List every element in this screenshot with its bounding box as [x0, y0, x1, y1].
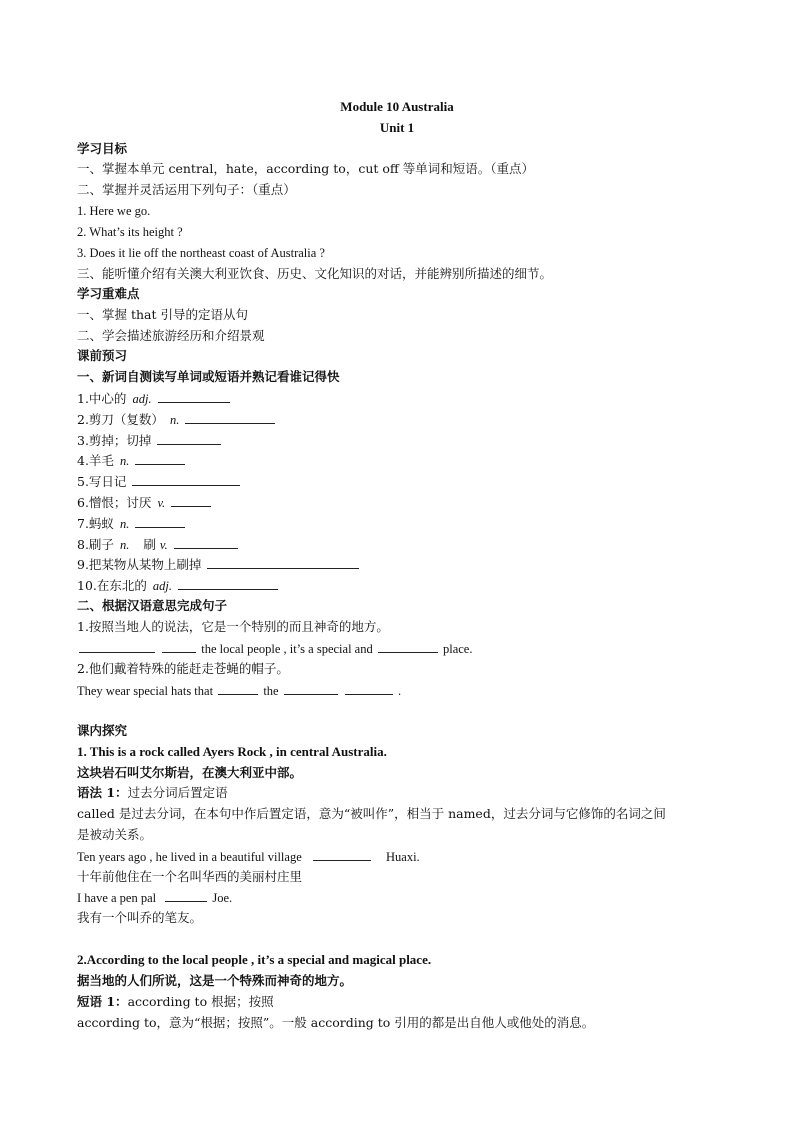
sentence-2-english: 2.According to the local people , it’s a special and magical place. [77, 952, 432, 967]
key-point-1: 一、掌握 that 引导的定语从句 [77, 307, 248, 322]
sentence-1-english: 1. This is a rock called Ayers Rock , in central Australia. [77, 744, 387, 759]
answer-blank[interactable] [174, 536, 238, 549]
example-1-chinese: 十年前他住在一个名叫华西的美丽村庄里 [77, 869, 303, 884]
vocab-item [77, 536, 240, 553]
phrase-text: according to 根据；按照 [127, 994, 274, 1009]
grammar-explanation-1: called 是过去分词，在本句中作后置定语，意为“被叫作”，相当于 named，过去分词与它修饰的名词之间 [77, 806, 666, 821]
vocab-chinese: 1.中心的 [77, 391, 127, 406]
vocab-item [77, 494, 213, 511]
part-of-speech: n. [119, 517, 130, 531]
sentence-1-chinese: 这块岩石叫艾尔斯岩，在澳大利亚中部。 [77, 765, 303, 780]
objective-sentence-3: 3. Does it lie off the northeast coast of Australia ? [77, 246, 325, 260]
vocab-chinese: 10.在东北的 [77, 578, 147, 593]
vocab-chinese: 4.羊毛 [77, 453, 114, 468]
example-1-text-a: Ten years ago , he lived in a beautiful village [77, 850, 302, 864]
q1-text-a: the local people , it’s a special and [201, 642, 373, 656]
answer-blank[interactable] [178, 577, 278, 590]
answer-blank[interactable] [284, 682, 338, 695]
answer-blank[interactable] [162, 640, 196, 653]
objective-item-2: 二、掌握并灵活运用下列句子：（重点） [77, 182, 296, 197]
answer-blank[interactable] [345, 682, 393, 695]
grammar-text: 过去分词后置定语 [127, 785, 228, 800]
answer-blank[interactable] [158, 390, 230, 403]
vocab-item [77, 515, 187, 532]
vocab-chinese: 7.蚂蚁 [77, 516, 114, 531]
grammar-label: 语法 1： [77, 785, 128, 800]
answer-blank[interactable] [157, 432, 221, 445]
vocab-item [77, 432, 223, 449]
example-1-text-b: Huaxi. [386, 850, 420, 864]
q2-text-a: They wear special hats that [77, 684, 214, 698]
grammar-explanation-2: 是被动关系。 [77, 827, 153, 842]
answer-blank[interactable] [135, 515, 185, 528]
unit-title: Unit 1 [379, 120, 415, 135]
part-of-speech: v. [159, 538, 168, 552]
objective-sentence-1: 1. Here we go. [77, 204, 151, 218]
part-of-speech: n. [119, 454, 130, 468]
phrase-label: 短语 1： [77, 994, 128, 1009]
answer-blank[interactable] [207, 556, 359, 569]
objective-item-1: 一、掌握本单元 central，hate，according to，cut off 等单词和短语。（重点） [77, 161, 535, 176]
vocab-item [77, 411, 277, 428]
phrase-explanation: according to，意为“根据；按照”。一般 according to 引用的都是出自他人或他处的消息。 [77, 1015, 595, 1030]
objectives-heading: 学习目标 [77, 141, 128, 156]
part-of-speech: n. [119, 538, 130, 552]
exploration-heading: 课内探究 [77, 723, 128, 738]
vocab-section-heading: 一、新词自测读写单词或短语并熟记看谁记得快 [77, 369, 340, 384]
vocab-chinese: 6.憎恨；讨厌 [77, 495, 152, 510]
objective-item-3: 三、能听懂介绍有关澳大利亚饮食、历史、文化知识的对话，并能辨别所描述的细节。 [77, 266, 553, 281]
answer-blank[interactable] [132, 473, 240, 486]
example-2-text-a: I have a pen pal [77, 891, 157, 905]
key-point-2: 二、学会描述旅游经历和介绍景观 [77, 328, 265, 343]
vocab-chinese-extra: 刷 [143, 537, 156, 552]
phrase-point [77, 994, 274, 1010]
preview-heading: 课前预习 [77, 348, 128, 363]
sentence-2-chinese: 据当地的人们所说，这是一个特殊而神奇的地方。 [77, 973, 353, 988]
part-of-speech: adj. [132, 392, 152, 406]
vocab-item [77, 577, 280, 594]
objective-sentence-2: 2. What’s its height ? [77, 225, 183, 239]
example-1-english [77, 848, 420, 865]
q1-chinese: 1.按照当地人的说法，它是一个特别的而且神奇的地方。 [77, 619, 389, 634]
q2-text-b: the [263, 684, 279, 698]
module-title: Module 10 Australia [340, 99, 454, 114]
vocab-chinese: 9.把某物从某物上刷掉 [77, 557, 202, 572]
vocab-item [77, 452, 187, 469]
part-of-speech: n. [169, 413, 180, 427]
vocab-item [77, 473, 242, 490]
vocab-item [77, 390, 232, 407]
grammar-point [77, 785, 228, 801]
answer-blank[interactable] [79, 640, 155, 653]
q2-chinese: 2.他们戴着特殊的能赶走苍蝇的帽子。 [77, 661, 289, 676]
answer-blank[interactable] [218, 682, 258, 695]
example-2-text-b: Joe. [212, 891, 233, 905]
vocab-chinese: 5.写日记 [77, 474, 127, 489]
vocab-chinese: 3.剪掉；切掉 [77, 433, 152, 448]
vocab-chinese: 2.剪刀（复数） [77, 412, 164, 427]
vocab-item [77, 556, 361, 573]
q1-english [77, 640, 472, 657]
answer-blank[interactable] [185, 411, 275, 424]
part-of-speech: v. [157, 496, 166, 510]
sentences-section-heading: 二、根据汉语意思完成句子 [77, 598, 228, 613]
answer-blank[interactable] [171, 494, 211, 507]
q2-english [77, 682, 401, 699]
answer-blank[interactable] [378, 640, 438, 653]
example-2-english [77, 889, 232, 906]
q1-text-b: place. [442, 642, 473, 656]
answer-blank[interactable] [313, 848, 371, 861]
part-of-speech: adj. [152, 579, 172, 593]
example-2-chinese: 我有一个叫乔的笔友。 [77, 910, 203, 925]
key-points-heading: 学习重难点 [77, 286, 140, 301]
vocab-chinese: 8.刷子 [77, 537, 114, 552]
q2-text-c: . [397, 684, 402, 698]
answer-blank[interactable] [165, 889, 207, 902]
answer-blank[interactable] [135, 452, 185, 465]
